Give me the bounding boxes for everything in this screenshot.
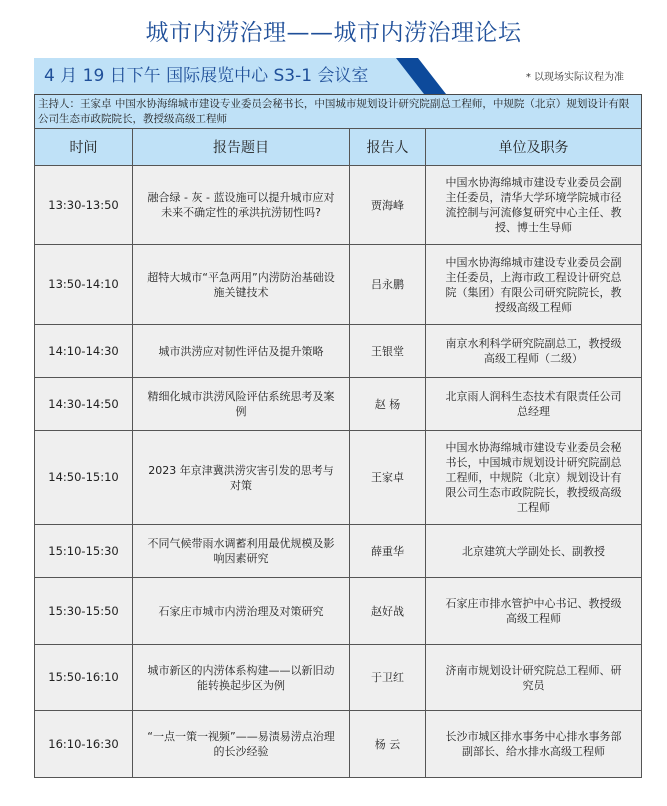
topic-text: 不同气候带雨水调蓄利用最优规模及影响因素研究 <box>147 537 335 565</box>
organization-cell <box>426 578 642 645</box>
topic-cell <box>133 645 350 711</box>
agenda-table <box>34 128 642 778</box>
organization-cell <box>426 166 642 245</box>
time-cell: 14:10-14:30 <box>35 325 133 378</box>
organization-text: 中国水协海绵城市建设专业委员会秘书长，中国城市规划设计研究院副总工程师，中规院（北京）规划设计有限公司生态市政院院长，教授级高级工程师 <box>445 441 622 514</box>
topic-text: 融合绿 - 灰 - 蓝设施可以提升城市应对未来不确定性的承洪抗涝韧性吗? <box>147 191 335 219</box>
organization-cell <box>426 378 642 431</box>
speaker-cell: 赵 杨 <box>350 378 426 431</box>
topic-cell <box>133 166 350 245</box>
table-row <box>35 578 642 645</box>
organization-cell <box>426 645 642 711</box>
topic-cell <box>133 325 350 378</box>
topic-text: 城市新区的内涝体系构建——以新旧动能转换起步区为例 <box>147 663 335 692</box>
speaker-cell: 吕永鹏 <box>350 245 426 325</box>
page-title: 城市内涝治理——城市内涝治理论坛 <box>145 20 522 46</box>
time-cell: 13:50-14:10 <box>35 245 133 325</box>
column-header-organization: 单位及职务 <box>426 129 642 166</box>
topic-text: “一点一策一视频”——易渍易涝点治理的长沙经验 <box>147 730 335 758</box>
table-row <box>35 166 642 245</box>
time-cell: 15:10-15:30 <box>35 525 133 578</box>
topic-cell <box>133 711 350 778</box>
table-row <box>35 431 642 525</box>
column-header-speaker: 报告人 <box>350 129 426 166</box>
organization-text: 长沙市城区排水事务中心排水事务部副部长、给水排水高级工程师 <box>445 730 622 758</box>
speaker-cell: 王家卓 <box>350 431 426 525</box>
organization-text: 北京雨人润科生态技术有限责任公司总经理 <box>445 390 622 418</box>
speaker-cell: 杨 云 <box>350 711 426 778</box>
topic-cell <box>133 578 350 645</box>
session-banner <box>34 58 640 94</box>
topic-text: 超特大城市“平急两用”内涝防治基础设施关键技术 <box>147 270 335 299</box>
topic-cell <box>133 525 350 578</box>
table-row <box>35 645 642 711</box>
time-cell: 16:10-16:30 <box>35 711 133 778</box>
topic-cell <box>133 245 350 325</box>
host-info: 主持人：王家卓 中国水协海绵城市建设专业委员会秘书长，中国城市规划设计研究院副总工程师，中规院（北京）规划设计有限公司生态市政院院长，教授级高级工程师 <box>34 94 642 133</box>
agenda-disclaimer: * 以现场实际议程为准 <box>525 72 624 83</box>
organization-text: 石家庄市排水管护中心书记、教授级高级工程师 <box>445 597 622 625</box>
time-cell: 15:30-15:50 <box>35 578 133 645</box>
table-row <box>35 525 642 578</box>
organization-text: 中国水协海绵城市建设专业委员会副主任委员，清华大学环境学院城市径流控制与河流修复研究中心主任、教授、博士生导师 <box>445 176 622 234</box>
time-cell: 13:30-13:50 <box>35 166 133 245</box>
time-cell: 14:30-14:50 <box>35 378 133 431</box>
speaker-cell: 贾海峰 <box>350 166 426 245</box>
speaker-cell: 薛重华 <box>350 525 426 578</box>
topic-text: 2023 年京津冀洪涝灾害引发的思考与对策 <box>148 463 334 492</box>
topic-text: 石家庄市城市内涝治理及对策研究 <box>158 604 324 618</box>
organization-text: 济南市规划设计研究院总工程师、研究员 <box>445 663 622 692</box>
organization-text: 北京建筑大学副处长、副教授 <box>462 544 605 558</box>
topic-text: 城市洪涝应对韧性评估及提升策略 <box>158 344 324 358</box>
topic-cell <box>133 378 350 431</box>
organization-cell <box>426 431 642 525</box>
table-row <box>35 711 642 778</box>
session-date-venue: 4 月 19 日下午 国际展览中心 S3-1 会议室 <box>44 66 369 86</box>
speaker-cell: 于卫红 <box>350 645 426 711</box>
speaker-cell: 赵好战 <box>350 578 426 645</box>
table-header-row <box>35 129 642 166</box>
organization-cell <box>426 245 642 325</box>
topic-text: 精细化城市洪涝风险评估系统思考及案例 <box>147 390 335 418</box>
table-row <box>35 378 642 431</box>
organization-cell <box>426 525 642 578</box>
speaker-cell: 王银堂 <box>350 325 426 378</box>
organization-text: 南京水利科学研究院副总工，教授级高级工程师（二级） <box>445 337 622 365</box>
column-header-topic: 报告题目 <box>133 129 350 166</box>
table-row <box>35 325 642 378</box>
organization-text: 中国水协海绵城市建设专业委员会副主任委员，上海市政工程设计研究总院（集团）有限公司研究院院长，教授级高级工程师 <box>445 255 622 314</box>
time-cell: 15:50-16:10 <box>35 645 133 711</box>
column-header-time: 时间 <box>35 129 133 166</box>
topic-cell <box>133 431 350 525</box>
time-cell: 14:50-15:10 <box>35 431 133 525</box>
table-row <box>35 245 642 325</box>
organization-cell <box>426 711 642 778</box>
organization-cell <box>426 325 642 378</box>
